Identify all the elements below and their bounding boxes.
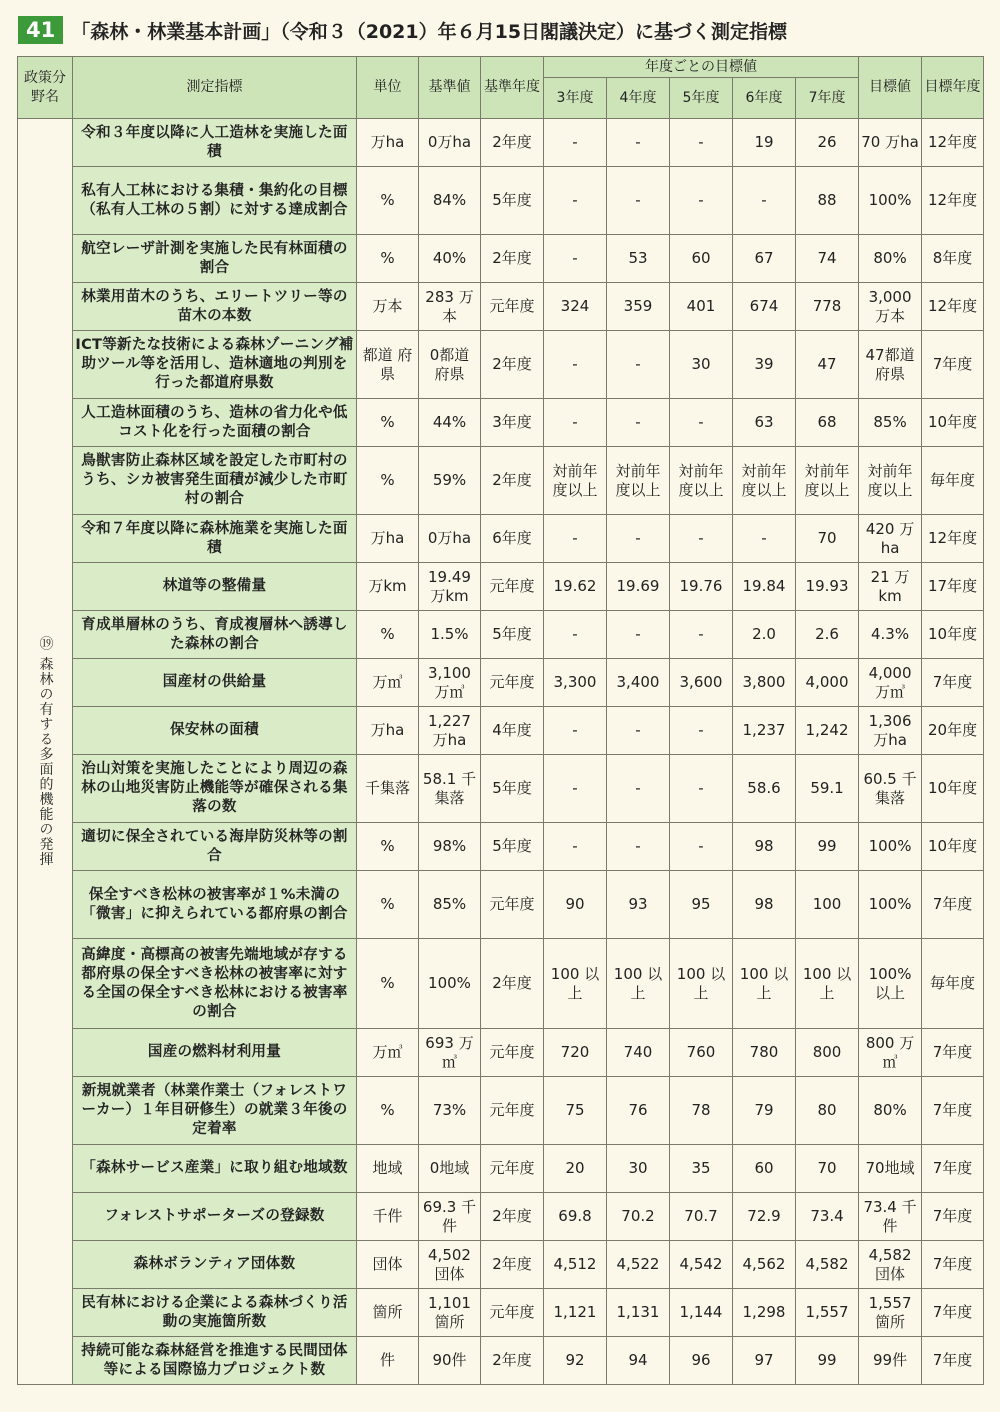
cell-base: 0万ha — [419, 515, 481, 563]
cell-y7: 47 — [796, 331, 859, 399]
cell-base-year: 3年度 — [481, 399, 544, 447]
cell-base-year: 2年度 — [481, 1193, 544, 1241]
cell-y7: 19.93 — [796, 563, 859, 611]
cell-target-year: 10年度 — [922, 399, 984, 447]
cell-y4: 3,400 — [607, 659, 670, 707]
indicator-label: 林道等の整備量 — [73, 563, 357, 611]
indicator-label: 育成単層林のうち、育成複層林へ誘導した森林の割合 — [73, 611, 357, 659]
cell-unit: % — [357, 235, 419, 283]
cell-unit: % — [357, 399, 419, 447]
cell-target-year: 7年度 — [922, 1029, 984, 1077]
cell-base-year: 2年度 — [481, 939, 544, 1029]
cell-y5: 70.7 — [670, 1193, 733, 1241]
cell-unit: 万㎥ — [357, 659, 419, 707]
table-row — [18, 1241, 984, 1289]
header-base-year: 基準年度 — [481, 57, 544, 119]
cell-base: 90件 — [419, 1337, 481, 1385]
cell-y7: 1,242 — [796, 707, 859, 755]
cell-base: 40% — [419, 235, 481, 283]
cell-y6: 58.6 — [733, 755, 796, 823]
cell-y4: - — [607, 823, 670, 871]
cell-base: 3,100 万㎥ — [419, 659, 481, 707]
cell-y6: 100 以上 — [733, 939, 796, 1029]
cell-y6: 98 — [733, 823, 796, 871]
cell-unit: 団体 — [357, 1241, 419, 1289]
cell-target: 73.4 千件 — [859, 1193, 922, 1241]
cell-base-year: 元年度 — [481, 283, 544, 331]
cell-y5: 100 以上 — [670, 939, 733, 1029]
cell-unit: 都道 府県 — [357, 331, 419, 399]
cell-y5: 対前年 度以上 — [670, 447, 733, 515]
cell-y7: 26 — [796, 119, 859, 167]
cell-y6: 対前年 度以上 — [733, 447, 796, 515]
cell-y4: - — [607, 399, 670, 447]
cell-target-year: 10年度 — [922, 823, 984, 871]
indicator-label: 航空レーザ計測を実施した民有林面積の割合 — [73, 235, 357, 283]
cell-y5: - — [670, 707, 733, 755]
cell-y6: 67 — [733, 235, 796, 283]
cell-y6: 72.9 — [733, 1193, 796, 1241]
header-y6: 6年度 — [733, 78, 796, 119]
cell-base: 100% — [419, 939, 481, 1029]
cell-y5: - — [670, 167, 733, 235]
cell-base: 98% — [419, 823, 481, 871]
cell-y3: - — [544, 823, 607, 871]
cell-target-year: 7年度 — [922, 331, 984, 399]
cell-y3: - — [544, 755, 607, 823]
cell-y7: 99 — [796, 1337, 859, 1385]
policy-name: ⑲ 森林の有する多面的機能の発揮 — [37, 636, 54, 867]
table-row — [18, 755, 984, 823]
cell-y3: 1,121 — [544, 1289, 607, 1337]
cell-y4: 359 — [607, 283, 670, 331]
cell-y6: 2.0 — [733, 611, 796, 659]
cell-base-year: 元年度 — [481, 563, 544, 611]
cell-y4: 76 — [607, 1077, 670, 1145]
cell-target: 4,582 団体 — [859, 1241, 922, 1289]
indicator-label: 国産の燃料材利用量 — [73, 1029, 357, 1077]
cell-y6: 60 — [733, 1145, 796, 1193]
cell-y5: 30 — [670, 331, 733, 399]
cell-y4: - — [607, 611, 670, 659]
cell-y7: 4,000 — [796, 659, 859, 707]
table-row — [18, 447, 984, 515]
cell-target: 100% — [859, 823, 922, 871]
cell-base: 693 万㎥ — [419, 1029, 481, 1077]
cell-y3: - — [544, 167, 607, 235]
cell-y3: 90 — [544, 871, 607, 939]
cell-target-year: 7年度 — [922, 1145, 984, 1193]
cell-target-year: 12年度 — [922, 283, 984, 331]
cell-base: 1,227 万ha — [419, 707, 481, 755]
cell-base-year: 2年度 — [481, 447, 544, 515]
cell-base-year: 5年度 — [481, 823, 544, 871]
indicator-label: 保安林の面積 — [73, 707, 357, 755]
cell-y3: - — [544, 331, 607, 399]
cell-unit: 万ha — [357, 515, 419, 563]
indicator-label: 令和７年度以降に森林施業を実施した面積 — [73, 515, 357, 563]
table-row — [18, 563, 984, 611]
indicator-label: 保全すべき松林の被害率が１%未満の「微害」に抑えられている都府県の割合 — [73, 871, 357, 939]
cell-y7: 99 — [796, 823, 859, 871]
cell-target: 4,000 万㎥ — [859, 659, 922, 707]
cell-y7: 2.6 — [796, 611, 859, 659]
cell-target-year: 毎年度 — [922, 447, 984, 515]
indicator-table — [17, 56, 984, 1385]
cell-y4: 100 以上 — [607, 939, 670, 1029]
cell-unit: 箇所 — [357, 1289, 419, 1337]
cell-y4: 対前年 度以上 — [607, 447, 670, 515]
cell-base: 0都道 府県 — [419, 331, 481, 399]
table-row — [18, 1077, 984, 1145]
cell-y7: 59.1 — [796, 755, 859, 823]
cell-y7: 68 — [796, 399, 859, 447]
cell-y4: 19.69 — [607, 563, 670, 611]
cell-target: 100% 以上 — [859, 939, 922, 1029]
cell-target: 1,557 箇所 — [859, 1289, 922, 1337]
indicator-label: 森林ボランティア団体数 — [73, 1241, 357, 1289]
cell-target-year: 毎年度 — [922, 939, 984, 1029]
cell-target-year: 7年度 — [922, 1077, 984, 1145]
cell-y6: - — [733, 515, 796, 563]
cell-y4: - — [607, 119, 670, 167]
indicator-label: 鳥獣害防止森林区域を設定した市町村のうち、シカ被害発生面積が減少した市町村の割合 — [73, 447, 357, 515]
cell-base-year: 元年度 — [481, 871, 544, 939]
cell-base: 69.3 千件 — [419, 1193, 481, 1241]
cell-unit: % — [357, 611, 419, 659]
cell-y5: 95 — [670, 871, 733, 939]
cell-base: 73% — [419, 1077, 481, 1145]
cell-target-year: 7年度 — [922, 871, 984, 939]
cell-y3: - — [544, 707, 607, 755]
indicator-label: 林業用苗木のうち、エリートツリー等の苗木の本数 — [73, 283, 357, 331]
cell-base-year: 元年度 — [481, 1145, 544, 1193]
cell-target: 85% — [859, 399, 922, 447]
table-row — [18, 1337, 984, 1385]
cell-y3: - — [544, 235, 607, 283]
indicator-label: 人工造林面積のうち、造林の省力化や低コスト化を行った面積の割合 — [73, 399, 357, 447]
cell-y6: 19.84 — [733, 563, 796, 611]
cell-base: 59% — [419, 447, 481, 515]
cell-y3: 4,512 — [544, 1241, 607, 1289]
cell-target: 800 万㎥ — [859, 1029, 922, 1077]
cell-base-year: 元年度 — [481, 659, 544, 707]
table-row — [18, 399, 984, 447]
cell-y7: 対前年 度以上 — [796, 447, 859, 515]
cell-y6: 19 — [733, 119, 796, 167]
cell-base-year: 元年度 — [481, 1289, 544, 1337]
cell-base-year: 5年度 — [481, 611, 544, 659]
cell-y3: 19.62 — [544, 563, 607, 611]
cell-y3: 3,300 — [544, 659, 607, 707]
cell-base-year: 4年度 — [481, 707, 544, 755]
cell-unit: 千件 — [357, 1193, 419, 1241]
cell-y4: - — [607, 707, 670, 755]
cell-unit: % — [357, 823, 419, 871]
table-row — [18, 1193, 984, 1241]
cell-base: 44% — [419, 399, 481, 447]
cell-unit: % — [357, 167, 419, 235]
cell-base-year: 2年度 — [481, 235, 544, 283]
cell-y6: 1,237 — [733, 707, 796, 755]
cell-y5: - — [670, 119, 733, 167]
indicator-label: 適切に保全されている海岸防災林等の割合 — [73, 823, 357, 871]
cell-y3: 対前年 度以上 — [544, 447, 607, 515]
table-row — [18, 707, 984, 755]
cell-y7: 80 — [796, 1077, 859, 1145]
table-row — [18, 611, 984, 659]
cell-target-year: 7年度 — [922, 659, 984, 707]
cell-y4: - — [607, 331, 670, 399]
cell-y5: - — [670, 399, 733, 447]
header-unit: 単位 — [357, 57, 419, 119]
cell-y7: 100 — [796, 871, 859, 939]
indicator-label: 「森林サービス産業」に取り組む地域数 — [73, 1145, 357, 1193]
cell-target-year: 12年度 — [922, 167, 984, 235]
cell-unit: 万本 — [357, 283, 419, 331]
cell-base-year: 元年度 — [481, 1077, 544, 1145]
indicator-label: 治山対策を実施したことにより周辺の森林の山地災害防止機能等が確保される集落の数 — [73, 755, 357, 823]
cell-y3: 20 — [544, 1145, 607, 1193]
cell-base: 84% — [419, 167, 481, 235]
cell-unit: % — [357, 1077, 419, 1145]
cell-y3: 324 — [544, 283, 607, 331]
cell-y6: 79 — [733, 1077, 796, 1145]
cell-y7: 88 — [796, 167, 859, 235]
header-annual-targets: 年度ごとの目標値 — [544, 57, 859, 78]
header-y3: 3年度 — [544, 78, 607, 119]
table-row — [18, 119, 984, 167]
table-row — [18, 1145, 984, 1193]
table-body — [18, 119, 984, 1385]
cell-base: 1,101 箇所 — [419, 1289, 481, 1337]
indicator-label: 民有林における企業による森林づくり活動の実施箇所数 — [73, 1289, 357, 1337]
cell-y7: 100 以上 — [796, 939, 859, 1029]
cell-y5: 4,542 — [670, 1241, 733, 1289]
cell-y4: - — [607, 515, 670, 563]
cell-y4: - — [607, 167, 670, 235]
cell-base: 1.5% — [419, 611, 481, 659]
cell-y5: 78 — [670, 1077, 733, 1145]
cell-target: 4.3% — [859, 611, 922, 659]
header-indicator: 測定指標 — [73, 57, 357, 119]
cell-y6: 4,562 — [733, 1241, 796, 1289]
cell-y6: 98 — [733, 871, 796, 939]
cell-y3: - — [544, 611, 607, 659]
cell-y7: 74 — [796, 235, 859, 283]
cell-y3: - — [544, 119, 607, 167]
cell-y4: 740 — [607, 1029, 670, 1077]
indicator-label: ICT等新たな技術による森林ゾーニング補助ツール等を活用し、造林適地の判別を行った都道府県数 — [73, 331, 357, 399]
cell-unit: 万㎥ — [357, 1029, 419, 1077]
cell-unit: % — [357, 939, 419, 1029]
cell-y3: 720 — [544, 1029, 607, 1077]
cell-y6: 97 — [733, 1337, 796, 1385]
cell-base: 58.1 千集落 — [419, 755, 481, 823]
cell-y3: 69.8 — [544, 1193, 607, 1241]
cell-y6: 780 — [733, 1029, 796, 1077]
indicator-label: 新規就業者（林業作業士（フォレストワーカー）１年目研修生）の就業３年後の定着率 — [73, 1077, 357, 1145]
cell-target-year: 7年度 — [922, 1337, 984, 1385]
table-row — [18, 1289, 984, 1337]
cell-y5: 96 — [670, 1337, 733, 1385]
header-y4: 4年度 — [607, 78, 670, 119]
table-row — [18, 331, 984, 399]
cell-target-year: 8年度 — [922, 235, 984, 283]
cell-y5: 3,600 — [670, 659, 733, 707]
cell-y5: - — [670, 755, 733, 823]
cell-base: 0地域 — [419, 1145, 481, 1193]
cell-y7: 4,582 — [796, 1241, 859, 1289]
cell-y3: 75 — [544, 1077, 607, 1145]
cell-unit: % — [357, 871, 419, 939]
cell-y3: - — [544, 399, 607, 447]
cell-target-year: 17年度 — [922, 563, 984, 611]
cell-y7: 70 — [796, 515, 859, 563]
cell-y5: 401 — [670, 283, 733, 331]
cell-unit: 万ha — [357, 119, 419, 167]
table-row — [18, 167, 984, 235]
cell-target: 80% — [859, 235, 922, 283]
cell-y6: 39 — [733, 331, 796, 399]
cell-y7: 778 — [796, 283, 859, 331]
cell-target-year: 20年度 — [922, 707, 984, 755]
cell-y4: - — [607, 755, 670, 823]
cell-target: 80% — [859, 1077, 922, 1145]
header-target-value: 目標値 — [859, 57, 922, 119]
cell-y5: - — [670, 611, 733, 659]
figure-number-badge: 41 — [18, 16, 63, 44]
cell-target-year: 10年度 — [922, 755, 984, 823]
cell-target: 1,306 万ha — [859, 707, 922, 755]
cell-y6: 674 — [733, 283, 796, 331]
cell-unit: 件 — [357, 1337, 419, 1385]
cell-base-year: 2年度 — [481, 1241, 544, 1289]
cell-target: 47都道 府県 — [859, 331, 922, 399]
table-row — [18, 823, 984, 871]
cell-unit: % — [357, 447, 419, 515]
cell-y4: 93 — [607, 871, 670, 939]
policy-name-cell — [18, 119, 73, 1385]
cell-unit: 万ha — [357, 707, 419, 755]
cell-y4: 94 — [607, 1337, 670, 1385]
header-base-value: 基準値 — [419, 57, 481, 119]
cell-y6: - — [733, 167, 796, 235]
table-row — [18, 871, 984, 939]
cell-unit: 万km — [357, 563, 419, 611]
cell-y6: 1,298 — [733, 1289, 796, 1337]
title-bar — [18, 14, 988, 46]
cell-target-year: 12年度 — [922, 119, 984, 167]
cell-y5: 19.76 — [670, 563, 733, 611]
cell-target-year: 7年度 — [922, 1241, 984, 1289]
cell-target: 70地域 — [859, 1145, 922, 1193]
cell-base: 19.49 万km — [419, 563, 481, 611]
cell-base-year: 2年度 — [481, 1337, 544, 1385]
cell-target: 70 万ha — [859, 119, 922, 167]
cell-target: 100% — [859, 167, 922, 235]
table-row — [18, 283, 984, 331]
cell-y4: 4,522 — [607, 1241, 670, 1289]
indicator-label: 高緯度・高標高の被害先端地域が存する都府県の保全すべき松林の被害率に対する全国の保全すべき松林における被害率の割合 — [73, 939, 357, 1029]
cell-target-year: 10年度 — [922, 611, 984, 659]
indicator-label: 持続可能な森林経営を推進する民間団体等による国際協力プロジェクト数 — [73, 1337, 357, 1385]
header-y7: 7年度 — [796, 78, 859, 119]
indicator-label: 令和３年度以降に人工造林を実施した面積 — [73, 119, 357, 167]
cell-y5: - — [670, 823, 733, 871]
indicator-label: 国産材の供給量 — [73, 659, 357, 707]
indicator-label: フォレストサポーターズの登録数 — [73, 1193, 357, 1241]
indicator-label: 私有人工林における集積・集約化の目標（私有人工林の５割）に対する達成割合 — [73, 167, 357, 235]
cell-base-year: 2年度 — [481, 119, 544, 167]
header-policy: 政策分野名 — [18, 57, 73, 119]
table-row — [18, 1029, 984, 1077]
cell-y5: 35 — [670, 1145, 733, 1193]
cell-base: 4,502 団体 — [419, 1241, 481, 1289]
cell-target: 420 万ha — [859, 515, 922, 563]
cell-base-year: 元年度 — [481, 1029, 544, 1077]
cell-base: 0万ha — [419, 119, 481, 167]
cell-y4: 1,131 — [607, 1289, 670, 1337]
cell-base-year: 5年度 — [481, 167, 544, 235]
cell-y4: 70.2 — [607, 1193, 670, 1241]
cell-y3: - — [544, 515, 607, 563]
cell-y7: 1,557 — [796, 1289, 859, 1337]
cell-target: 60.5 千集落 — [859, 755, 922, 823]
cell-base-year: 6年度 — [481, 515, 544, 563]
cell-target-year: 7年度 — [922, 1193, 984, 1241]
cell-target: 3,000 万本 — [859, 283, 922, 331]
cell-y4: 30 — [607, 1145, 670, 1193]
cell-base-year: 5年度 — [481, 755, 544, 823]
cell-base: 283 万本 — [419, 283, 481, 331]
header-y5: 5年度 — [670, 78, 733, 119]
cell-base: 85% — [419, 871, 481, 939]
cell-target: 100% — [859, 871, 922, 939]
cell-y6: 63 — [733, 399, 796, 447]
cell-y3: 100 以上 — [544, 939, 607, 1029]
cell-y6: 3,800 — [733, 659, 796, 707]
header-target-year: 目標年度 — [922, 57, 984, 119]
cell-y5: 1,144 — [670, 1289, 733, 1337]
page-title: 「森林・林業基本計画」（令和３（2021）年６月15日閣議決定）に基づく測定指標 — [71, 20, 788, 43]
table-row — [18, 659, 984, 707]
cell-unit: 千集落 — [357, 755, 419, 823]
cell-target: 対前年 度以上 — [859, 447, 922, 515]
table-row — [18, 515, 984, 563]
cell-y5: - — [670, 515, 733, 563]
cell-y7: 73.4 — [796, 1193, 859, 1241]
cell-y7: 70 — [796, 1145, 859, 1193]
cell-y7: 800 — [796, 1029, 859, 1077]
cell-unit: 地域 — [357, 1145, 419, 1193]
cell-y5: 760 — [670, 1029, 733, 1077]
cell-base-year: 2年度 — [481, 331, 544, 399]
cell-target: 99件 — [859, 1337, 922, 1385]
cell-y3: 92 — [544, 1337, 607, 1385]
cell-target-year: 7年度 — [922, 1289, 984, 1337]
cell-y5: 60 — [670, 235, 733, 283]
table-row — [18, 235, 984, 283]
table-row — [18, 939, 984, 1029]
cell-y4: 53 — [607, 235, 670, 283]
cell-target-year: 12年度 — [922, 515, 984, 563]
cell-target: 21 万km — [859, 563, 922, 611]
